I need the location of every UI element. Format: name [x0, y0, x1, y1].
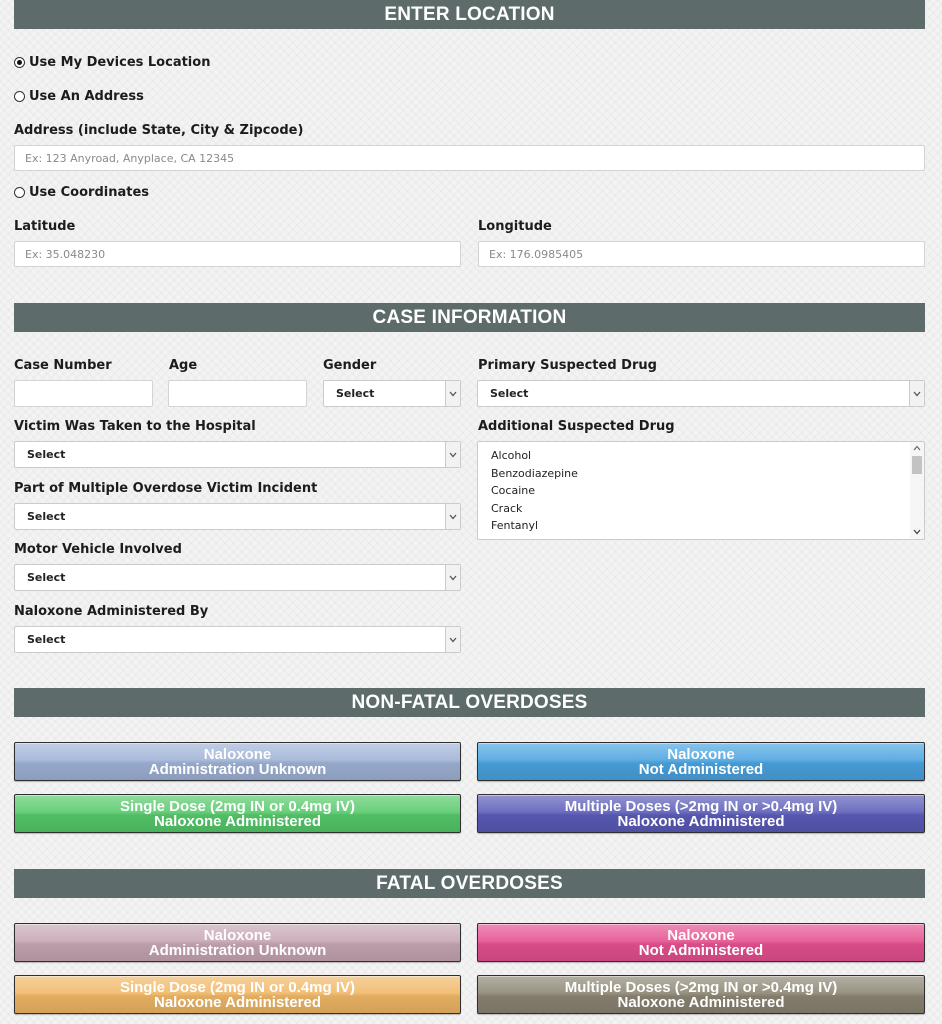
button-line2: Naloxone Administered	[617, 993, 785, 1011]
scrollbar-thumb[interactable]	[912, 456, 922, 474]
primary-drug-select-value: Select	[490, 387, 529, 400]
latitude-input[interactable]	[14, 241, 461, 267]
listbox-scrollbar[interactable]	[910, 442, 924, 539]
nonfatal-single-dose-button[interactable]	[14, 794, 461, 833]
gender-label: Gender	[323, 358, 377, 373]
fatal-multiple-doses-button[interactable]	[477, 975, 925, 1014]
primary-drug-select[interactable]	[477, 380, 925, 407]
gender-select[interactable]	[323, 380, 461, 407]
radio-unchecked-icon[interactable]	[14, 91, 25, 102]
address-input[interactable]	[14, 145, 925, 171]
button-line2: Administration Unknown	[148, 941, 327, 959]
motor-vehicle-select-value: Select	[27, 571, 66, 584]
use-device-location-label: Use My Devices Location	[29, 55, 211, 70]
scroll-up-icon[interactable]	[913, 445, 921, 451]
longitude-input[interactable]	[478, 241, 925, 267]
chevron-down-icon[interactable]	[909, 381, 924, 406]
button-line1: Multiple Doses (>2mg IN or >0.4mg IV)	[564, 978, 838, 996]
latitude-label: Latitude	[14, 219, 76, 234]
fatal-naloxone-not-administered-button[interactable]	[477, 923, 925, 962]
radio-checked-icon[interactable]	[14, 57, 25, 68]
chevron-down-icon[interactable]	[445, 504, 460, 529]
use-device-location-option[interactable]	[14, 55, 210, 70]
button-line1: Multiple Doses (>2mg IN or >0.4mg IV)	[564, 797, 838, 815]
multiple-overdose-label: Part of Multiple Overdose Victim Incident	[14, 481, 318, 496]
age-label: Age	[169, 358, 198, 373]
case-number-label: Case Number	[14, 358, 112, 373]
button-line2: Naloxone Administered	[154, 812, 321, 830]
longitude-label: Longitude	[478, 219, 552, 234]
non-fatal-overdoses-header: NON-FATAL OVERDOSES	[14, 688, 925, 717]
additional-drug-label: Additional Suspected Drug	[478, 419, 675, 434]
naloxone-by-select-value: Select	[27, 633, 66, 646]
list-item[interactable]: Alcohol	[491, 449, 532, 462]
motor-vehicle-select[interactable]	[14, 564, 461, 591]
button-line2: Administration Unknown	[148, 760, 327, 778]
button-line2: Naloxone Administered	[617, 812, 785, 830]
chevron-down-icon[interactable]	[445, 381, 460, 406]
button-line2: Not Administered	[638, 760, 764, 778]
button-line1: Naloxone	[667, 926, 735, 944]
radio-unchecked-icon[interactable]	[14, 187, 25, 198]
address-label: Address (include State, City & Zipcode)	[14, 123, 304, 138]
motor-vehicle-label: Motor Vehicle Involved	[14, 542, 182, 557]
naloxone-by-select[interactable]	[14, 626, 461, 653]
fatal-single-dose-button[interactable]	[14, 975, 461, 1014]
enter-location-header: ENTER LOCATION	[14, 0, 925, 29]
additional-drug-listbox[interactable]	[477, 441, 925, 540]
nonfatal-multiple-doses-button[interactable]	[477, 794, 925, 833]
case-information-header: CASE INFORMATION	[14, 303, 925, 332]
list-item[interactable]: Fentanyl	[491, 519, 539, 532]
scroll-down-icon[interactable]	[913, 529, 921, 535]
primary-drug-label: Primary Suspected Drug	[478, 358, 657, 373]
nonfatal-naloxone-unknown-button[interactable]	[14, 742, 461, 781]
chevron-down-icon[interactable]	[445, 565, 460, 590]
chevron-down-icon[interactable]	[445, 442, 460, 467]
button-line1: Naloxone	[203, 745, 272, 763]
button-line2: Naloxone Administered	[154, 993, 321, 1011]
button-line1: Naloxone	[203, 926, 272, 944]
button-line2: Not Administered	[638, 941, 764, 959]
list-item[interactable]: Crack	[491, 502, 523, 515]
use-coordinates-option[interactable]	[14, 185, 149, 200]
chevron-down-icon[interactable]	[445, 627, 460, 652]
button-line1: Single Dose (2mg IN or 0.4mg IV)	[119, 797, 356, 815]
list-item[interactable]: Benzodiazepine	[491, 467, 578, 480]
multiple-overdose-select-value: Select	[27, 510, 66, 523]
button-line1: Naloxone	[667, 745, 735, 763]
fatal-naloxone-unknown-button[interactable]	[14, 923, 461, 962]
gender-select-value: Select	[336, 387, 375, 400]
use-coordinates-label: Use Coordinates	[29, 185, 150, 200]
hospital-label: Victim Was Taken to the Hospital	[14, 419, 256, 434]
use-address-option[interactable]	[14, 89, 144, 104]
button-line1: Single Dose (2mg IN or 0.4mg IV)	[119, 978, 356, 996]
use-address-label: Use An Address	[29, 89, 144, 104]
multiple-overdose-select[interactable]	[14, 503, 461, 530]
nonfatal-naloxone-not-administered-button[interactable]	[477, 742, 925, 781]
hospital-select-value: Select	[27, 448, 66, 461]
hospital-select[interactable]	[14, 441, 461, 468]
age-input[interactable]	[168, 380, 307, 407]
fatal-overdoses-header: FATAL OVERDOSES	[14, 869, 925, 898]
list-item[interactable]: Cocaine	[491, 484, 535, 497]
case-number-input[interactable]	[14, 380, 153, 407]
naloxone-by-label: Naloxone Administered By	[14, 604, 209, 619]
